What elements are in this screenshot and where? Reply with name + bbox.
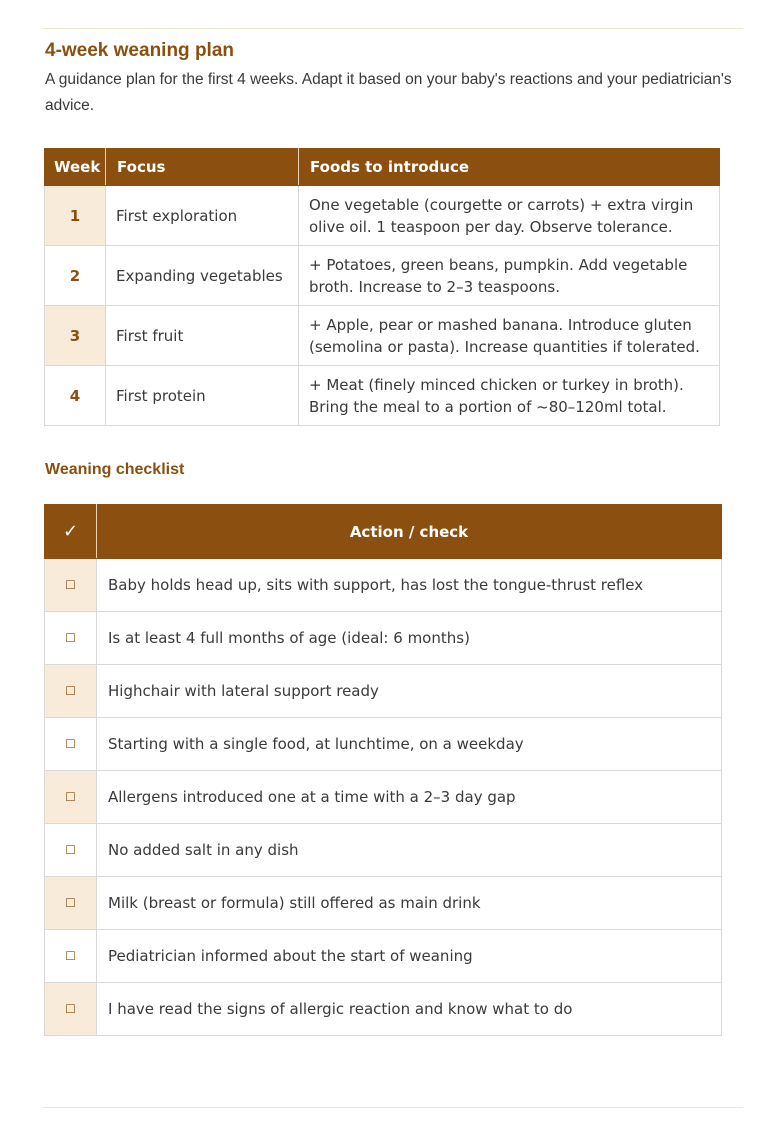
table-header-row <box>45 505 722 559</box>
checklist-item: Is at least 4 full months of age (ideal: 6 months) <box>97 612 722 665</box>
checkbox[interactable]: ☐ <box>45 877 97 930</box>
table-row <box>45 665 722 718</box>
bottom-divider <box>42 1107 743 1108</box>
table-row <box>45 771 722 824</box>
week-foods: One vegetable (courgette or carrots) + extra virgin olive oil. 1 teaspoon per day. Observe tolerance. <box>299 186 720 246</box>
checklist-item: Milk (breast or formula) still offered as main drink <box>97 877 722 930</box>
checkbox[interactable]: ☐ <box>45 824 97 877</box>
week-focus: First protein <box>106 366 299 426</box>
weaning-checklist-table <box>44 504 722 1036</box>
week-foods: + Potatoes, green beans, pumpkin. Add vegetable broth. Increase to 2–3 teaspoons. <box>299 246 720 306</box>
page-title: 4-week weaning plan <box>45 40 234 61</box>
table-row <box>45 983 722 1036</box>
week-focus: First exploration <box>106 186 299 246</box>
table-row <box>45 824 722 877</box>
table-row <box>45 718 722 771</box>
table-row <box>45 246 720 306</box>
checklist-title: Weaning checklist <box>45 461 185 478</box>
week-number: 2 <box>45 246 106 306</box>
weaning-plan-table <box>44 148 720 426</box>
checklist-item: Starting with a single food, at lunchtime, on a weekday <box>97 718 722 771</box>
week-foods: + Meat (finely minced chicken or turkey in broth). Bring the meal to a portion of ~80–120ml total. <box>299 366 720 426</box>
intro-text: A guidance plan for the first 4 weeks. Adapt it based on your baby's reactions and your pediatrician's advice. <box>45 71 732 114</box>
checklist-item: No added salt in any dish <box>97 824 722 877</box>
checklist-item: I have read the signs of allergic reaction and know what to do <box>97 983 722 1036</box>
table-header-row <box>45 149 720 186</box>
checkbox[interactable]: ☐ <box>45 930 97 983</box>
week-number: 1 <box>45 186 106 246</box>
checkbox[interactable]: ☐ <box>45 559 97 612</box>
column-header-focus: Focus <box>106 149 299 186</box>
column-header-week: Week <box>45 149 106 186</box>
check-mark-icon: ✓ <box>45 505 97 559</box>
checkbox[interactable]: ☐ <box>45 612 97 665</box>
checklist-item: Pediatrician informed about the start of weaning <box>97 930 722 983</box>
week-number: 3 <box>45 306 106 366</box>
checklist-item: Highchair with lateral support ready <box>97 665 722 718</box>
table-row <box>45 877 722 930</box>
checkbox[interactable]: ☐ <box>45 718 97 771</box>
top-divider <box>42 28 743 29</box>
table-row <box>45 930 722 983</box>
week-foods: + Apple, pear or mashed banana. Introduce gluten (semolina or pasta). Increase quantities if tolerated. <box>299 306 720 366</box>
checklist-item: Allergens introduced one at a time with a 2–3 day gap <box>97 771 722 824</box>
column-header-action: Action / check <box>97 505 722 559</box>
checkbox[interactable]: ☐ <box>45 983 97 1036</box>
checklist-item: Baby holds head up, sits with support, has lost the tongue-thrust reflex <box>97 559 722 612</box>
checkbox[interactable]: ☐ <box>45 665 97 718</box>
table-row <box>45 366 720 426</box>
week-number: 4 <box>45 366 106 426</box>
column-header-foods: Foods to introduce <box>299 149 720 186</box>
week-focus: First fruit <box>106 306 299 366</box>
table-row <box>45 612 722 665</box>
table-row <box>45 306 720 366</box>
week-focus: Expanding vegetables <box>106 246 299 306</box>
table-row <box>45 186 720 246</box>
table-row <box>45 559 722 612</box>
checkbox[interactable]: ☐ <box>45 771 97 824</box>
